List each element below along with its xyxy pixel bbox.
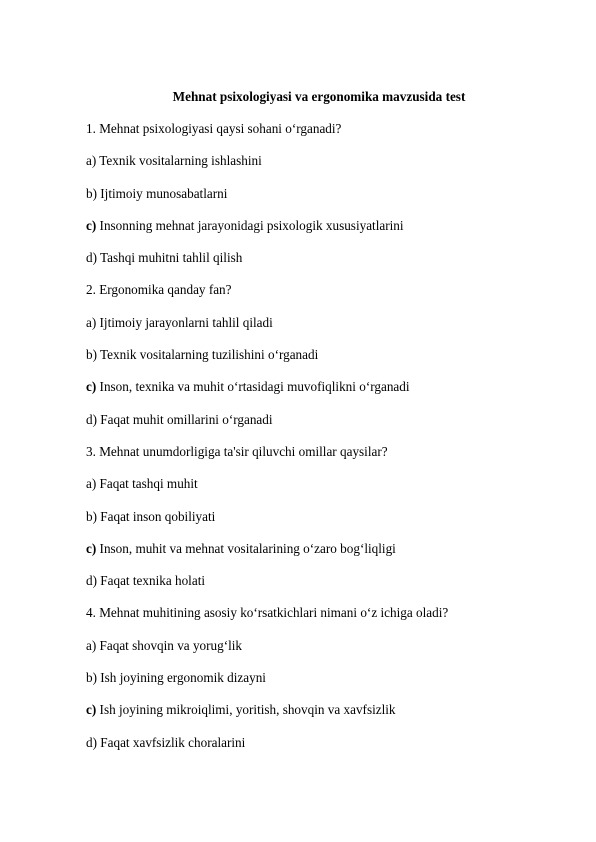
line-text: a) Faqat shovqin va yorug‘lik: [86, 637, 243, 653]
question-list: [86, 121, 556, 767]
answer-option-line: [86, 573, 556, 605]
answer-option-line: [86, 379, 556, 411]
line-text: 2. Ergonomika qanday fan?: [86, 282, 232, 298]
line-text: 4. Mehnat muhitining asosiy ko‘rsatkichlari nimani o‘z ichiga oladi?: [86, 605, 449, 621]
line-text: a) Ijtimoiy jarayonlarni tahlil qiladi: [86, 314, 273, 330]
correct-answer-marker: c): [86, 702, 97, 718]
line-text: d) Tashqi muhitni tahlil qilish: [86, 250, 243, 266]
answer-option-line: [86, 670, 556, 702]
line-text: 3. Mehnat unumdorligiga ta'sir qiluvchi omillar qaysilar?: [86, 443, 388, 459]
answer-option-line: [86, 250, 556, 282]
answer-option-line: [86, 702, 556, 734]
answer-option-line: [86, 347, 556, 379]
line-text: Inson, muhit va mehnat vositalarining o‘zaro bog‘liqligi: [96, 540, 396, 556]
line-text: a) Texnik vositalarning ishlashini: [86, 153, 262, 169]
line-text: Ish joyining mikroiqlimi, yoritish, shovqin va xavfsizlik: [96, 702, 396, 718]
correct-answer-marker: c): [86, 540, 97, 556]
line-text: d) Faqat xavfsizlik choralarini: [86, 734, 246, 750]
line-text: d) Faqat texnika holati: [86, 573, 206, 589]
question-line: [86, 121, 556, 153]
line-text: d) Faqat muhit omillarini o‘rganadi: [86, 411, 273, 427]
page-title: Mehnat psixologiyasi va ergonomika mavzusida test: [172, 89, 466, 104]
question-line: [86, 282, 556, 314]
question-line: [86, 444, 556, 476]
answer-option-line: [86, 153, 556, 185]
line-text: a) Faqat tashqi muhit: [86, 476, 198, 492]
answer-option-line: [86, 509, 556, 541]
line-text: b) Texnik vositalarning tuzilishini o‘rganadi: [86, 347, 319, 363]
answer-option-line: [86, 476, 556, 508]
answer-option-line: [86, 735, 556, 767]
answer-option-line: [86, 315, 556, 347]
line-text: b) Ijtimoiy munosabatlarni: [86, 185, 228, 201]
line-text: 1. Mehnat psixologiyasi qaysi sohani o‘rganadi?: [86, 121, 342, 136]
correct-answer-marker: c): [86, 217, 97, 233]
answer-option-line: [86, 638, 556, 670]
line-text: b) Ish joyining ergonomik dizayni: [86, 670, 266, 686]
line-text: b) Faqat inson qobiliyati: [86, 508, 216, 524]
answer-option-line: [86, 541, 556, 573]
line-text: Inson, texnika va muhit o‘rtasidagi muvofiqlikni o‘rganadi: [96, 379, 410, 395]
correct-answer-marker: c): [86, 379, 97, 395]
answer-option-line: [86, 218, 556, 250]
question-line: [86, 605, 556, 637]
line-text: Insonning mehnat jarayonidagi psixologik xususiyatlarini: [96, 217, 404, 233]
answer-option-line: [86, 412, 556, 444]
answer-option-line: [86, 186, 556, 218]
